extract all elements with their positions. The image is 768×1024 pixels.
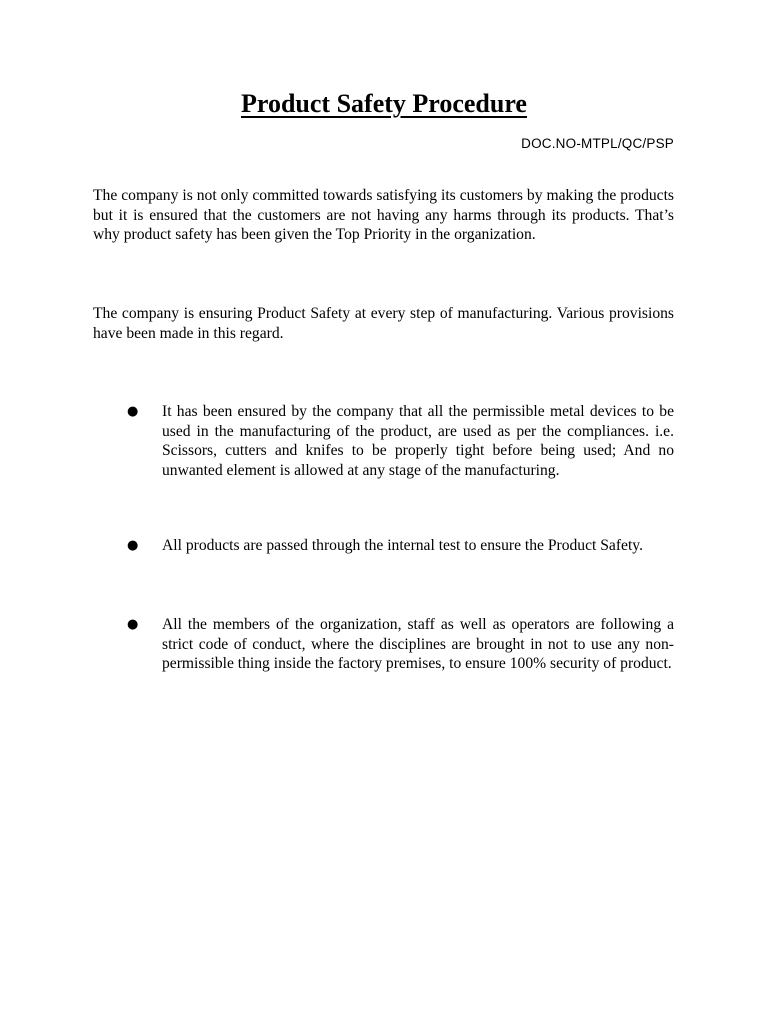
document-title: Product Safety Procedure — [241, 89, 527, 118]
list-item-text: All the members of the organization, staff as well as operators are following a strict code of conduct, where the disciplines are brought in not to use any non-permissible thing inside the factory premises, to ensure 100% security of product. — [162, 616, 674, 672]
bullet-icon: ● — [127, 404, 139, 419]
list-item-text: It has been ensured by the company that all the permissible metal devices to be used in the manufacturing of the product, are used as per the compliances. i.e. Scissors, cutters and knifes to be properly tight before being used; And no unwanted element is allowed at any stage of the manufacturing. — [162, 403, 674, 479]
bullet-icon: ● — [127, 538, 139, 553]
list-item-text: All products are passed through the internal test to ensure the Product Safety. — [162, 537, 643, 554]
intro-paragraph: The company is not only committed towards satisfying its customers by making the products but it is ensured that the customers are not having any harms through its products. That’s why product safety has been given the Top Priority in the organization. — [93, 187, 674, 243]
document-number: DOC.NO-MTPL/QC/PSP — [521, 136, 674, 151]
bullet-icon: ● — [127, 617, 139, 632]
provisions-paragraph: The company is ensuring Product Safety at every step of manufacturing. Various provisions have been made in this regard. — [93, 305, 674, 342]
